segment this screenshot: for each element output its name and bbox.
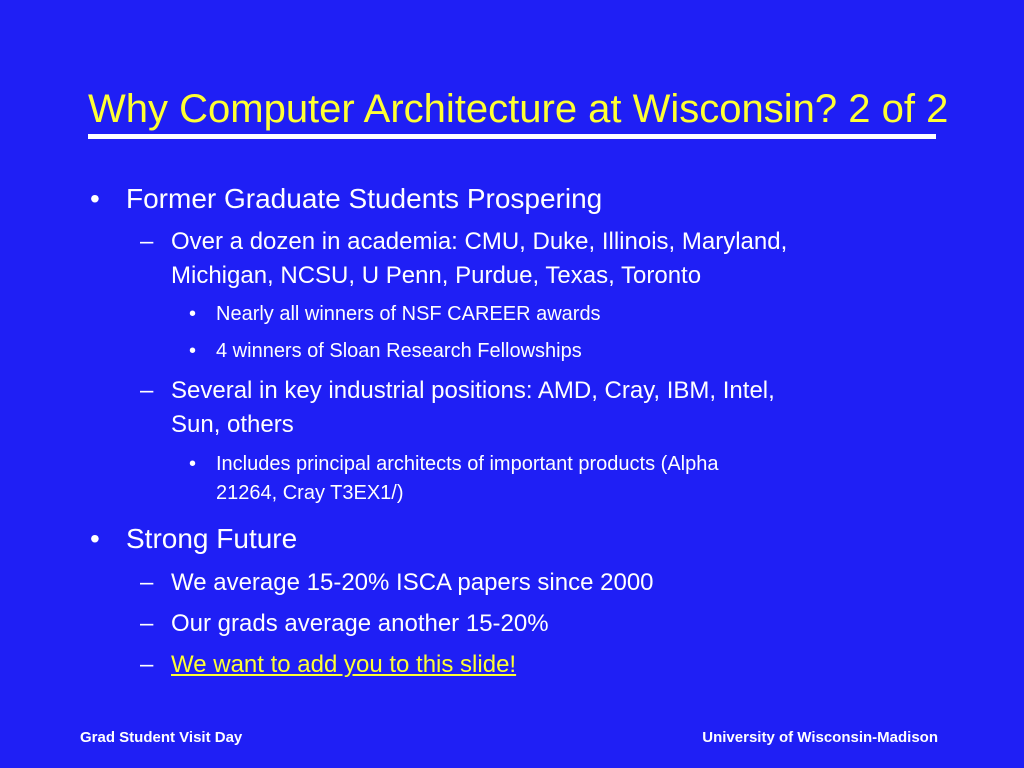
sub-industry-line1: Several in key industrial positions: AMD, Cray, IBM, Intel, (171, 377, 775, 404)
bullet-marker-small: • (189, 453, 197, 475)
bullet-marker: • (90, 523, 100, 554)
dash-marker: – (140, 569, 154, 596)
bullet-marker-small: • (189, 340, 197, 362)
item-nsf-career: Nearly all winners of NSF CAREER awards (216, 303, 601, 325)
add-you-link[interactable]: We want to add you to this slide! (171, 651, 517, 678)
bullet-marker: • (90, 183, 100, 214)
dash-marker: – (140, 377, 154, 404)
item-sloan: 4 winners of Sloan Research Fellowships (216, 340, 582, 362)
footer-left: Grad Student Visit Day (80, 729, 243, 746)
sub-academia-line1: Over a dozen in academia: CMU, Duke, Illinois, Maryland, (171, 228, 788, 255)
sub-academia-line2: Michigan, NCSU, U Penn, Purdue, Texas, Toronto (171, 262, 702, 289)
bullet-strong-future: Strong Future (126, 523, 298, 554)
item-architects-line1: Includes principal architects of important products (Alpha (216, 453, 719, 475)
dash-marker: – (140, 651, 154, 678)
sub-industry-line2: Sun, others (171, 411, 294, 438)
dash-marker: – (140, 610, 154, 637)
bullet-marker-small: • (189, 303, 197, 325)
sub-isca-papers: We average 15-20% ISCA papers since 2000 (171, 569, 654, 596)
item-architects-line2: 21264, Cray T3EX1/) (216, 482, 404, 504)
sub-grads-average: Our grads average another 15-20% (171, 610, 549, 637)
slide-title: Why Computer Architecture at Wisconsin? 2 of 2 (88, 87, 949, 131)
footer-right: University of Wisconsin-Madison (702, 729, 938, 746)
bullet-former-students: Former Graduate Students Prospering (126, 183, 603, 214)
dash-marker: – (140, 228, 154, 255)
